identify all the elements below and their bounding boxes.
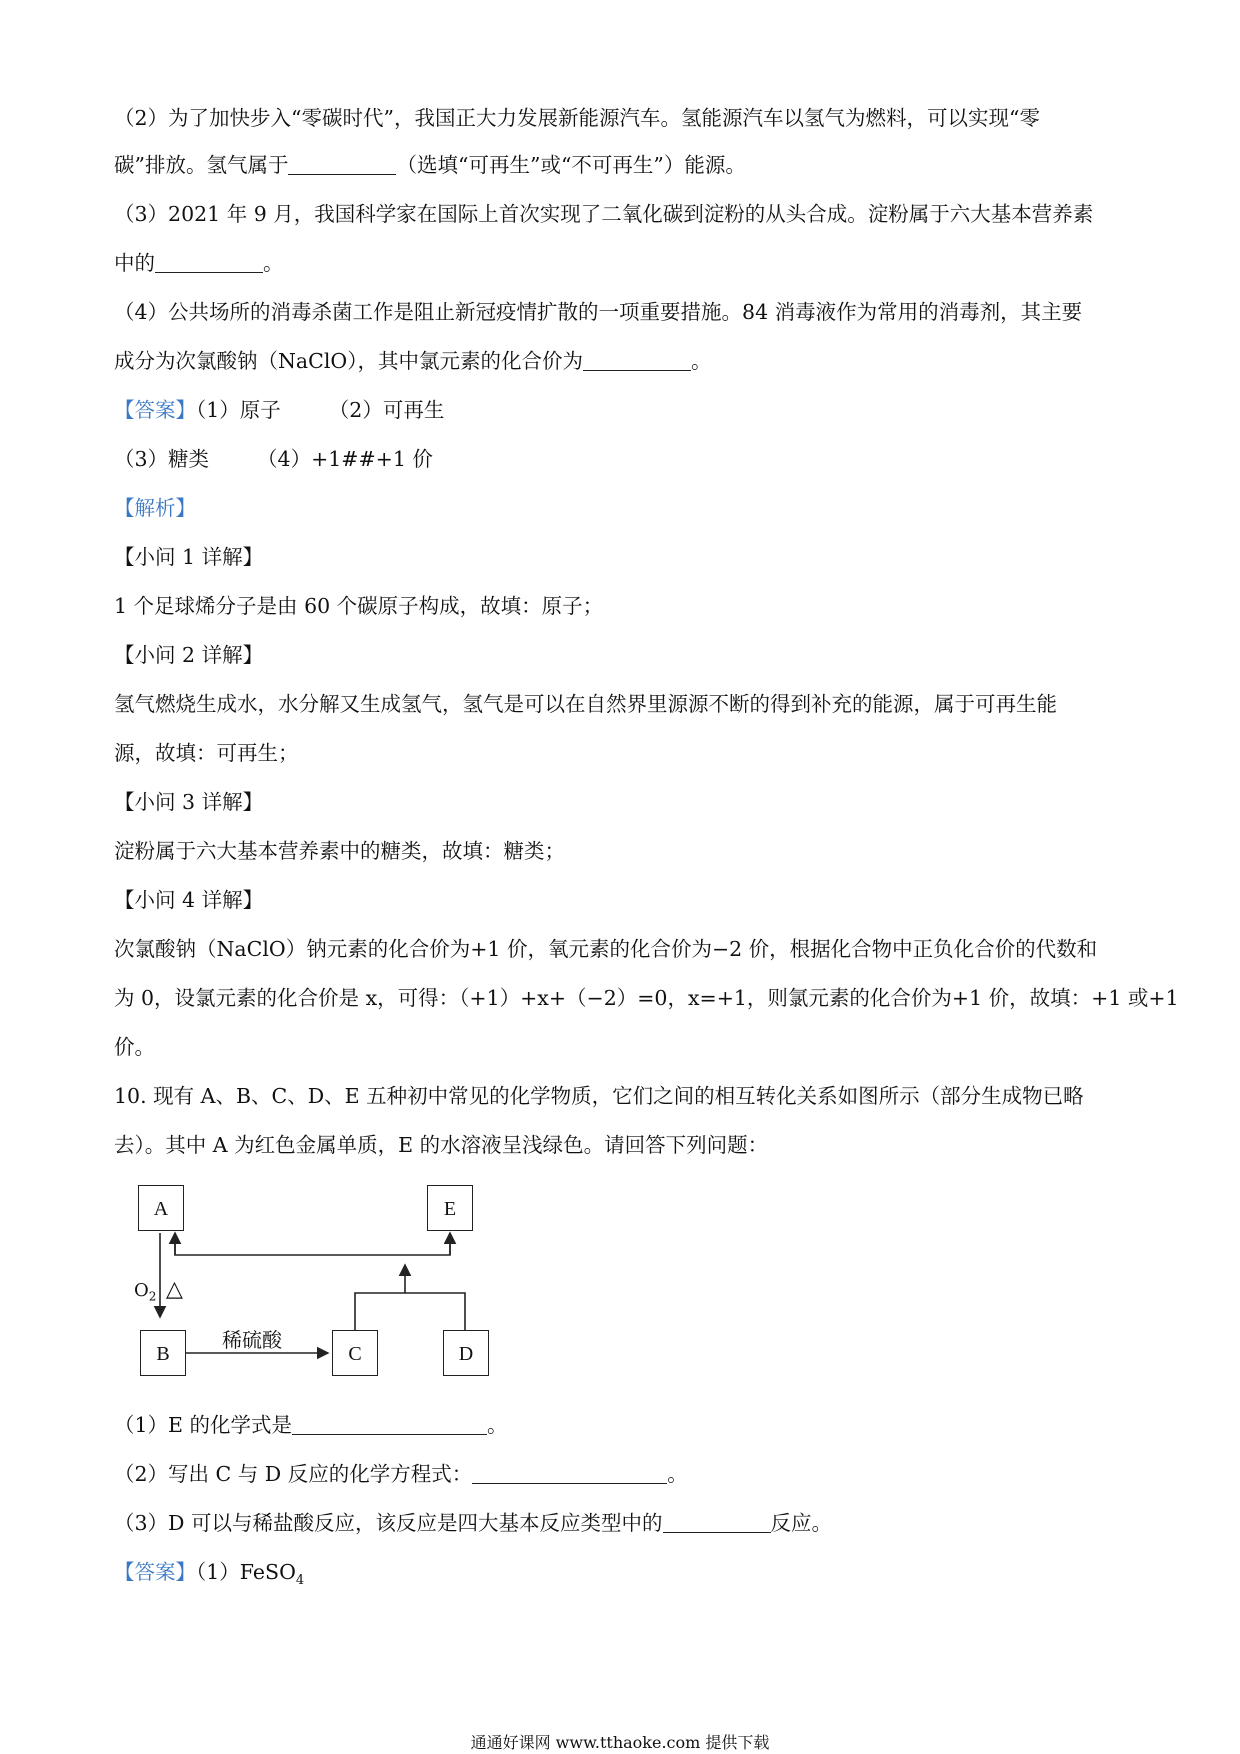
node-b: B: [140, 1330, 186, 1376]
text-fragment: （3）D 可以与稀盐酸反应，该反应是四大基本反应类型中的: [114, 1511, 663, 1535]
reaction-diagram: [130, 1185, 510, 1385]
text-fragment: 碳”排放。氢气属于: [114, 153, 289, 177]
text-fragment: 。: [690, 349, 712, 373]
text-line: （4）公共场所的消毒杀菌工作是阻止新冠疫情扩散的一项重要措施。84 消毒液作为常用的消毒剂，其主要: [114, 300, 1083, 324]
text-fragment: 。: [667, 1462, 688, 1486]
text-line: （3）2021 年 9 月，我国科学家在国际上首次实现了二氧化碳到淀粉的从头合成。淀粉属于六大基本营养素: [114, 202, 1094, 226]
section-heading: 【小问 1 详解】: [114, 545, 264, 569]
answer-blank: [288, 154, 396, 175]
text-fragment: （选填“可再生”或“不可再生”）能源。: [396, 153, 746, 177]
answer-tag: 【答案】: [114, 398, 196, 422]
products-line: [175, 1239, 450, 1255]
heat-symbol: △: [166, 1277, 183, 1302]
answer-tag: 【答案】: [114, 1560, 196, 1584]
text-line: 淀粉属于六大基本营养素中的糖类，故填：糖类；: [114, 839, 565, 863]
text-fragment: （2）写出 C 与 D 反应的化学方程式：: [114, 1462, 473, 1486]
answer-part: （4）+1##+1 价: [257, 447, 433, 471]
answer-blank: [583, 350, 691, 371]
text-line: 源，故填：可再生；: [114, 741, 299, 765]
section-heading: 【小问 3 详解】: [114, 790, 264, 814]
answer-part: （3）糖类: [114, 447, 210, 471]
acid-label: 稀硫酸: [222, 1328, 282, 1352]
answer-line: [114, 444, 433, 474]
answer-blank: [663, 1512, 771, 1533]
answer-part: （1）FeSO: [196, 1560, 296, 1584]
text-line: 次氯酸钠（NaClO）钠元素的化合价为+1 价，氧元素的化合价为−2 价，根据化合物中正负化合价的代数和: [114, 937, 1098, 961]
text-line: 氢气燃烧生成水，水分解又生成氢气，氢气是可以在自然界里源源不断的得到补充的能源，属于可再生能: [114, 692, 1057, 716]
answer-part: （1）原子: [196, 398, 281, 422]
c-d-bracket: [355, 1293, 465, 1330]
answer-part: （2）可再生: [328, 398, 445, 422]
text-fragment: 。: [263, 251, 284, 275]
node-d: D: [443, 1330, 489, 1376]
text-line: （2）为了加快步入“零碳时代”，我国正大力发展新能源汽车。氢能源汽车以氢气为燃料，可以实现“零: [114, 106, 1040, 130]
question-line: 10. 现有 A、B、C、D、E 五种初中常见的化学物质，它们之间的相互转化关系如图所示（部分生成物已略: [114, 1084, 1084, 1108]
answer-subscript: 4: [295, 1573, 305, 1589]
answer-line: [114, 1557, 304, 1596]
text-line: [114, 150, 746, 180]
text-fragment: （1）E 的化学式是: [114, 1413, 293, 1437]
answer-blank: [292, 1414, 487, 1435]
page-footer: 通通好课网 www.tthaoke.com 提供下载: [470, 1733, 770, 1752]
text-line: 价。: [114, 1035, 155, 1059]
text-fragment: 中的: [114, 251, 155, 275]
subquestion-line: [114, 1508, 832, 1538]
answer-line: [114, 395, 444, 425]
question-line: 去）。其中 A 为红色金属单质，E 的水溶液呈浅绿色。请回答下列问题：: [114, 1133, 769, 1157]
text-fragment: 反应。: [770, 1511, 832, 1535]
node-c: C: [332, 1330, 378, 1376]
text-line: 为 0，设氯元素的化合价是 x，可得：（+1）+x+（−2）=0，x=+1，则氯元素的化合价为+1 价，故填：+1 或+1: [114, 986, 1179, 1010]
section-heading: 【小问 2 详解】: [114, 643, 264, 667]
text-line: 1 个足球烯分子是由 60 个碳原子构成，故填：原子；: [114, 594, 604, 618]
subquestion-line: [114, 1459, 688, 1489]
node-a: A: [138, 1185, 184, 1231]
oxygen-label: $O_2$: [134, 1280, 157, 1304]
text-line: [114, 248, 284, 278]
section-heading: 【小问 4 详解】: [114, 888, 264, 912]
node-e: E: [427, 1185, 473, 1231]
text-fragment: 。: [487, 1413, 508, 1437]
subquestion-line: [114, 1410, 508, 1440]
answer-blank: [472, 1463, 667, 1484]
text-line: [114, 346, 711, 376]
analysis-tag: 【解析】: [114, 496, 196, 520]
text-fragment: 成分为次氯酸钠（NaClO），其中氯元素的化合价为: [114, 349, 583, 373]
answer-blank: [155, 252, 263, 273]
